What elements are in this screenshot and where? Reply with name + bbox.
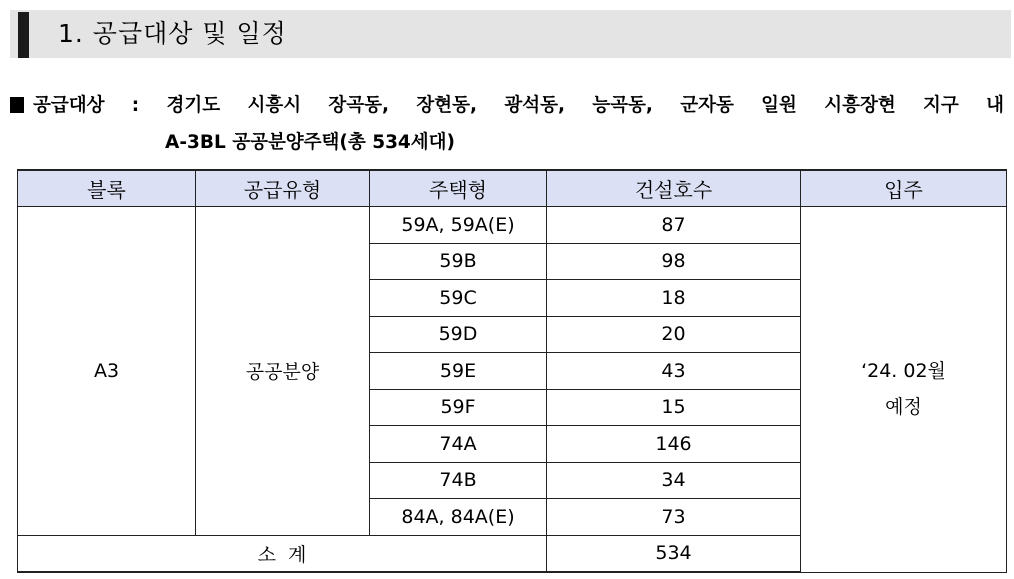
- housing-type-cell: 59F: [370, 389, 547, 426]
- housing-type-cell: 59C: [370, 280, 547, 317]
- housing-type-cell: 74B: [370, 462, 547, 499]
- section-marker: [18, 12, 29, 58]
- move-in-status: 예정: [885, 396, 922, 419]
- unit-count-cell: 15: [547, 389, 801, 426]
- table-header-row: [18, 170, 1007, 207]
- unit-count-cell: 34: [547, 462, 801, 499]
- header-block: 블록: [18, 170, 196, 207]
- supply-type-cell: 공공분양: [196, 207, 370, 536]
- housing-type-cell: 59B: [370, 243, 547, 280]
- header-move-in: 입주: [801, 170, 1007, 207]
- unit-count-cell: 87: [547, 207, 801, 244]
- housing-type-cell: 59D: [370, 316, 547, 353]
- unit-count-cell: 73: [547, 499, 801, 536]
- unit-count-cell: 43: [547, 353, 801, 390]
- header-unit-count: 건설호수: [547, 170, 801, 207]
- supply-target-line-2: A-3BL 공공분양주택(총 534세대): [165, 132, 456, 153]
- section-title: 1. 공급대상 및 일정: [58, 19, 287, 48]
- supply-table: [17, 169, 1007, 573]
- block-cell: A3: [18, 207, 196, 536]
- bullet-square-icon: [10, 97, 24, 113]
- housing-type-cell: 84A, 84A(E): [370, 499, 547, 536]
- housing-type-cell: 59A, 59A(E): [370, 207, 547, 244]
- header-housing-type: 주택형: [370, 170, 547, 207]
- housing-type-cell: 59E: [370, 353, 547, 390]
- supply-target-line-1: 공급대상 : 경기도 시흥시 장곡동, 장현동, 광석동, 능곡동, 군자동 일원 시흥장현 지구 내: [33, 95, 1004, 116]
- housing-type-cell: 74A: [370, 426, 547, 463]
- move-in-date: ‘24. 02월: [861, 360, 946, 383]
- move-in-cell: [801, 207, 1007, 573]
- header-supply-type: 공급유형: [196, 170, 370, 207]
- unit-count-cell: 20: [547, 316, 801, 353]
- unit-count-cell: 18: [547, 280, 801, 317]
- table-row: [18, 207, 1007, 244]
- subtotal-label: 소 계: [18, 535, 547, 572]
- unit-count-cell: 146: [547, 426, 801, 463]
- subtotal-value: 534: [547, 535, 801, 572]
- unit-count-cell: 98: [547, 243, 801, 280]
